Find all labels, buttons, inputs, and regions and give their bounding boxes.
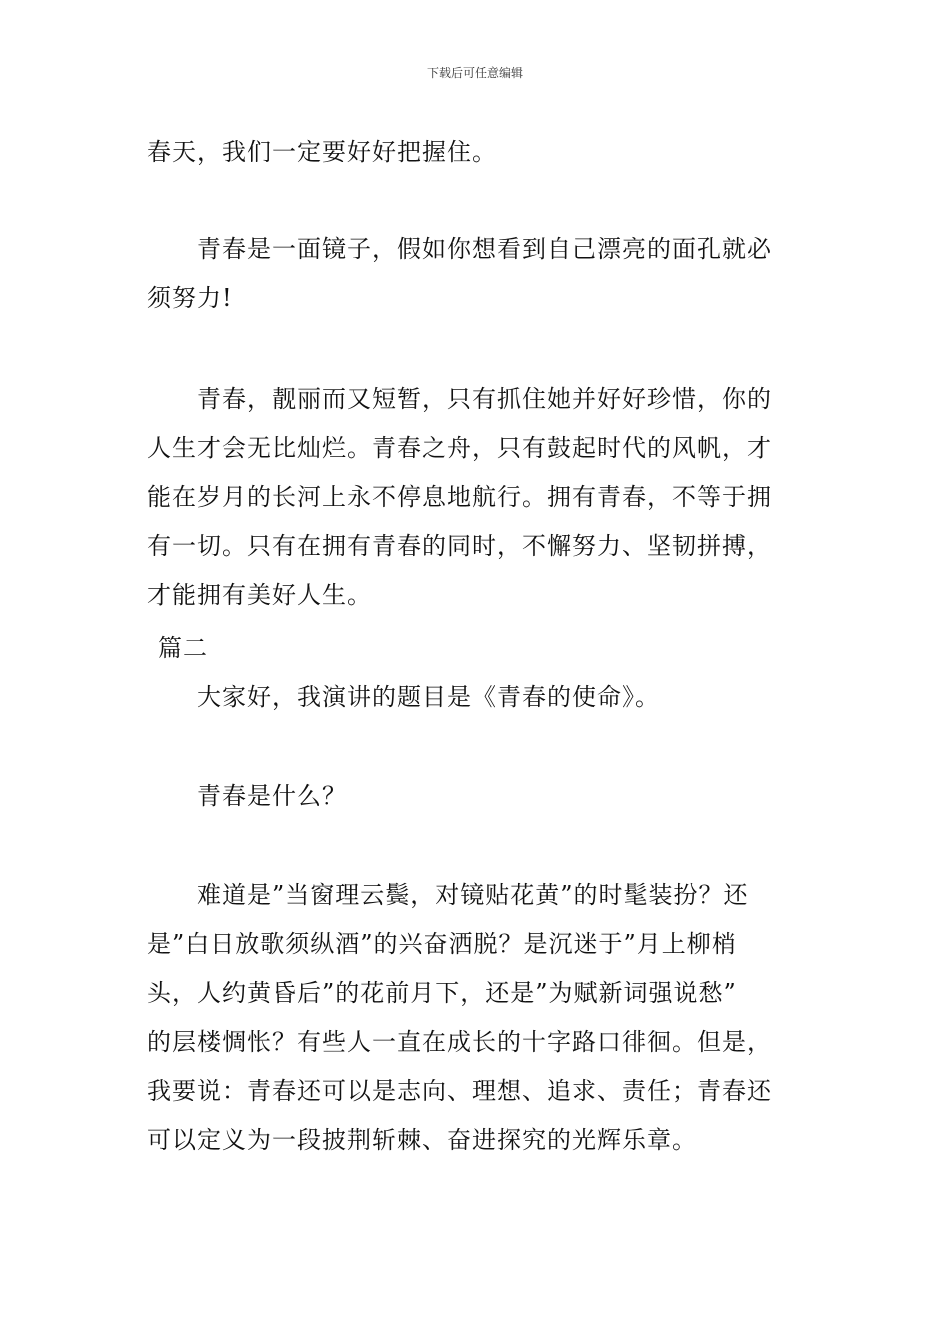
paragraph-line: 青春是一面镜子，假如你想看到自己漂亮的面孔就必: [197, 235, 772, 263]
paragraph-line: 我要说：青春还可以是志向、理想、追求、责任；青春还: [147, 1077, 772, 1105]
paragraph-line: 才能拥有美好人生。: [147, 581, 372, 609]
paragraph-line: 春天，我们一定要好好把握住。: [147, 138, 497, 166]
paragraph-intro: [147, 673, 817, 722]
paragraph-answer: [147, 871, 817, 1165]
paragraph-line: 有一切。只有在拥有青春的同时，不懈努力、坚韧拼搏，: [147, 532, 772, 560]
paragraph-question: [147, 772, 817, 821]
paragraph-line: 难道是”当窗理云鬓，对镜贴花黄”的时髦装扮？还: [197, 881, 749, 909]
page-header: 下载后可任意编辑: [426, 66, 523, 80]
paragraph-line: 青春是什么？: [197, 782, 347, 810]
paragraph-line: 人生才会无比灿烂。青春之舟，只有鼓起时代的风帆，才: [147, 434, 772, 462]
paragraph-line: 头，人约黄昏后”的花前月下，还是”为赋新词强说愁”: [147, 979, 737, 1007]
paragraph-line: 须努力!: [147, 284, 233, 312]
paragraph-2: [147, 225, 817, 323]
paragraph-line: 大家好，我演讲的题目是《青春的使命》。: [197, 683, 660, 711]
paragraph-1: [147, 128, 817, 177]
paragraph-3: [147, 375, 817, 620]
paragraph-line: 的层楼惆怅？有些人一直在成长的十字路口徘徊。但是，: [147, 1028, 772, 1056]
paragraph-line: 可以定义为一段披荆斩棘、奋进探究的光辉乐章。: [147, 1126, 697, 1154]
paragraph-line: 青春，靓丽而又短暂，只有抓住她并好好珍惜，你的: [197, 385, 772, 413]
section-title: 篇二: [158, 634, 208, 662]
paragraph-line: 是”白日放歌须纵酒”的兴奋洒脱？是沉迷于”月上柳梢: [147, 930, 737, 958]
paragraph-line: 能在岁月的长河上永不停息地航行。拥有青春，不等于拥: [147, 483, 772, 511]
